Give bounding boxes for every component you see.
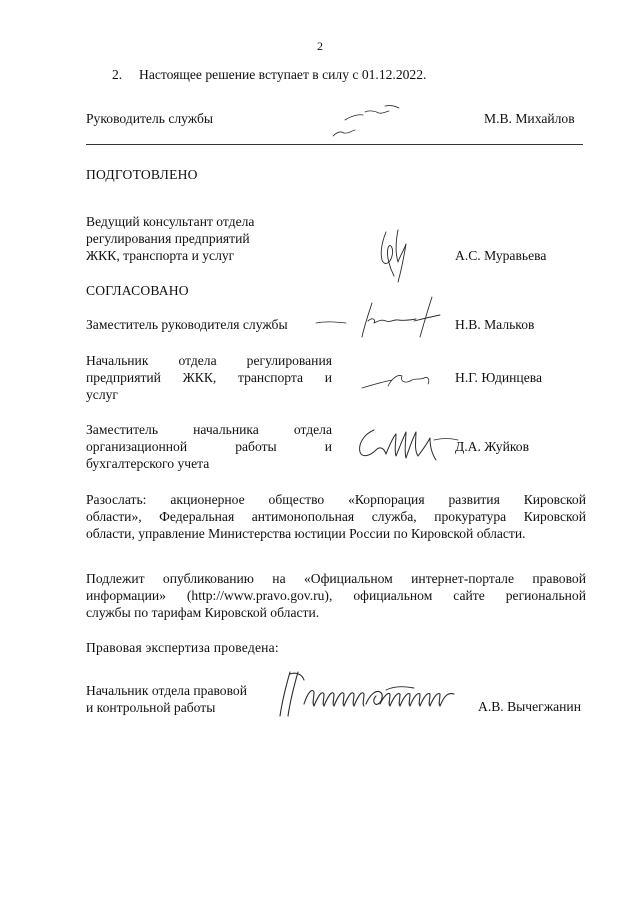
signer-3-signature (350, 420, 460, 470)
signer-2-signature (358, 364, 438, 394)
signer-title (86, 352, 332, 403)
title-line: регулирования предприятий (86, 231, 250, 246)
legal-review-name: А.В. Вычегжанин (478, 699, 581, 714)
signer-2-name: Н.Г. Юдинцева (455, 370, 543, 385)
prepared-title (86, 213, 332, 264)
item-text: Настоящее решение вступает в силу с 01.12.2022. (139, 67, 427, 82)
text-line: области, управление Министерства юстиции России по Кировской области. (86, 526, 526, 541)
item-number: 2. (112, 67, 123, 82)
signer-3-name: Д.А. Жуйков (455, 439, 530, 454)
signer-title (86, 316, 332, 333)
title-line: Заместитель руководителя службы (86, 317, 288, 332)
prepared-signature (368, 226, 418, 288)
head-title: Руководитель службы (86, 111, 214, 126)
head-name: М.В. Михайлов (484, 111, 575, 126)
title-line: услуг (86, 387, 118, 402)
agreed-heading: СОГЛАСОВАНО (86, 283, 189, 298)
legal-review-heading: Правовая экспертиза проведена: (86, 640, 279, 655)
publication-paragraph (86, 570, 586, 621)
title-line: бухгалтерского учета (86, 456, 210, 471)
title-line: Начальник отдела правовой (86, 683, 248, 698)
signer-title (86, 421, 332, 472)
title-line: ЖКК, транспорта и услуг (86, 248, 235, 263)
signer-1-name: Н.В. Мальков (455, 317, 535, 332)
text-line: службы по тарифам Кировской области. (86, 605, 320, 620)
text-line: области», Федеральная антимонопольная служба, прокуратура Кировской (86, 509, 586, 524)
signer-1-signature (316, 293, 446, 345)
title-line: Начальник отдела регулирования (86, 353, 332, 368)
head-signature (325, 100, 415, 142)
title-line: и контрольной работы (86, 700, 216, 715)
page-number: 2 (317, 39, 323, 53)
title-line: Заместитель начальника отдела (86, 422, 332, 437)
prepared-heading: ПОДГОТОВЛЕНО (86, 167, 198, 182)
title-line: предприятий ЖКК, транспорта и (86, 370, 332, 385)
title-line: Ведущий консультант отдела (86, 214, 255, 229)
title-line: организационной работы и (86, 439, 332, 454)
prepared-name: А.С. Муравьева (455, 248, 547, 263)
text-line: Подлежит опубликованию на «Официальном интернет-портале правовой (86, 571, 586, 586)
distribution-paragraph (86, 491, 586, 542)
legal-review-signature (268, 664, 464, 724)
text-line: Разослать: акционерное общество «Корпорация развития Кировской (86, 492, 586, 507)
decision-item (112, 66, 426, 83)
text-line: информации» (http://www.pravo.gov.ru), официальном сайте региональной (86, 588, 586, 603)
horizontal-rule (86, 144, 583, 145)
